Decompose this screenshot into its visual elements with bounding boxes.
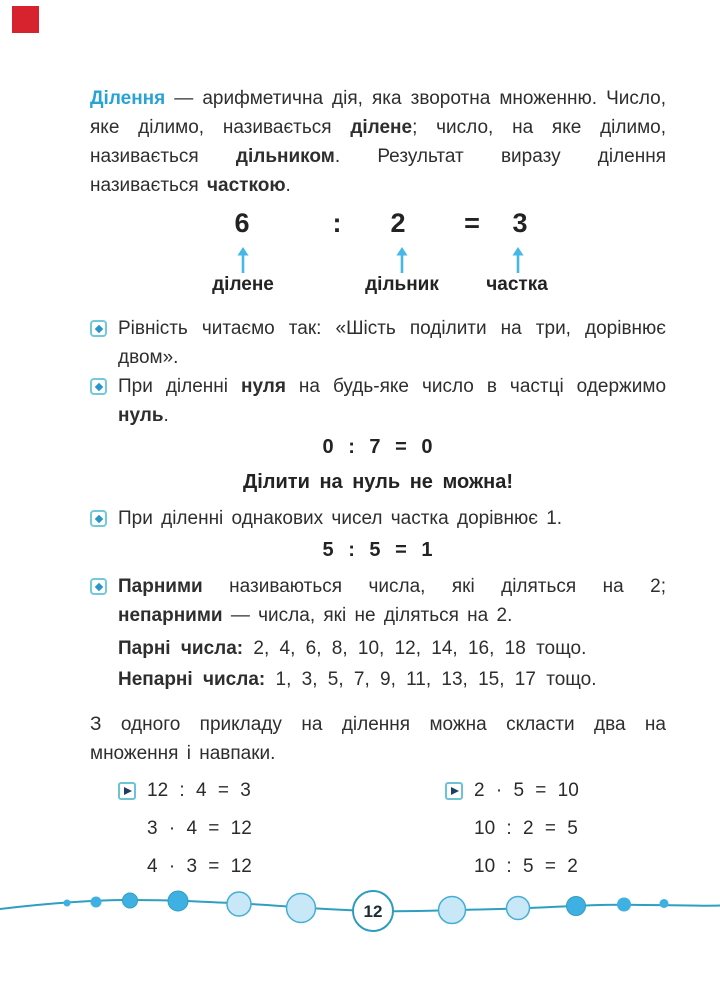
label-quotient: частка [486,274,548,295]
intro-text-3: . Результат виразу ділення називається [90,146,667,196]
division-diagram [90,204,666,308]
diamond-bullet-icon [90,378,107,395]
bullet4-text-1: називаються числа, які діляться на 2; [202,576,666,597]
odd-numbers-label: Непарні числа: [118,669,266,690]
example-row [445,772,666,810]
example-equation: 2 · 5 = 10 [474,780,579,801]
label-divisor: дільник [365,274,439,295]
multiplication-relation-paragraph: З одного прикладу на ділення можна скласти два на множення і навпаки. [90,714,666,764]
bullet-item-equal-numbers [90,504,666,533]
bullet2-text-2: на будь-яке число в частці одержимо [285,376,667,397]
example-equation: 4 · 3 = 12 [147,856,252,877]
term-division: Ділення [90,88,166,109]
example-row [118,810,445,848]
odd-numbers-line [118,665,666,694]
wave-circle [168,891,188,911]
up-arrow-icon [235,246,251,274]
example-equation: 12 : 4 = 3 [147,780,251,801]
even-numbers-label: Парні числа: [118,638,244,659]
bullet-item-even-odd [90,572,666,630]
footer-wave-decoration [0,876,720,946]
bullet2-bold-2: нуль [118,405,164,426]
diagram-equals: = [464,208,480,238]
wave-circle [64,900,71,907]
wave-circle [227,892,251,916]
bullet-item-reading [90,314,666,372]
page-content [90,84,666,886]
diagram-colon: : [332,208,342,238]
division-by-zero-warning: Ділити на нуль не можна! [243,471,513,493]
corner-red-mark [12,6,39,33]
intro-paragraph [90,84,666,200]
wave-circle [567,897,586,916]
bullet-text [118,372,666,430]
diagram-quotient: 3 [512,208,528,238]
term-quotient: часткою [206,175,286,196]
bullet2-text-3: . [163,405,169,426]
label-dividend: ділене [212,274,274,295]
bullet4-bold-2: непарними [118,605,223,626]
example-equation: 3 · 4 = 12 [147,818,252,839]
diagram-divisor: 2 [390,208,406,238]
example-row [118,772,445,810]
example-row [445,810,666,848]
diamond-bullet-icon [90,510,107,527]
bullet4-bold-1: Парними [118,576,203,597]
bullet-text [118,572,666,630]
wave-circle [91,897,102,908]
example-equation: 10 : 5 = 2 [474,856,578,877]
intro-text-4: . [285,175,291,196]
wave-circle [660,899,669,908]
row-indent-spacer [445,820,463,838]
term-dividend: ділене [350,117,413,138]
wave-circle [507,897,530,920]
up-arrow-icon [394,246,410,274]
bullet-text: При діленні однакових чисел частка дорівнює 1. [118,508,563,529]
wave-circle [123,893,138,908]
example-equation: 10 : 2 = 5 [474,818,578,839]
diamond-bullet-icon [90,578,107,595]
bullet4-text-2: — числа, які не діляться на 2. [222,605,513,626]
play-triangle-icon [118,782,136,800]
up-arrow-icon [510,246,526,274]
row-indent-spacer [118,820,136,838]
term-divisor: дільником [235,146,335,167]
bullet2-bold-1: нуля [240,376,286,397]
diagram-dividend: 6 [234,208,250,238]
wave-circle [617,898,631,912]
odd-numbers-values: 1, 3, 5, 7, 9, 11, 13, 15, 17 тощо. [275,669,597,690]
play-triangle-icon [445,782,463,800]
wave-circle [287,894,316,923]
row-indent-spacer [445,858,463,876]
diamond-bullet-icon [90,320,107,337]
bullet-item-zero [90,372,666,430]
bullet-text: Рівність читаємо так: «Шість поділити на три, дорівнює двом». [118,318,666,368]
intro-text-2: ; число, на яке ділимо, називається [90,117,666,167]
bullet2-text-1: При діленні [118,376,241,397]
even-numbers-values: 2, 4, 6, 8, 10, 12, 14, 16, 18 тощо. [253,638,587,659]
even-numbers-line [118,634,666,663]
row-indent-spacer [118,858,136,876]
equation-zero-divided: 0 : 7 = 0 [322,436,434,458]
wave-circle [439,897,466,924]
examples-block [118,772,666,886]
examples-right-column [445,772,666,886]
intro-text-1: — арифметична дія, яка зворотна множенню. Число, яке ділимо, називається [90,88,666,138]
examples-left-column [118,772,445,886]
equation-equal-numbers: 5 : 5 = 1 [322,539,434,561]
page-number: 12 [363,902,383,921]
